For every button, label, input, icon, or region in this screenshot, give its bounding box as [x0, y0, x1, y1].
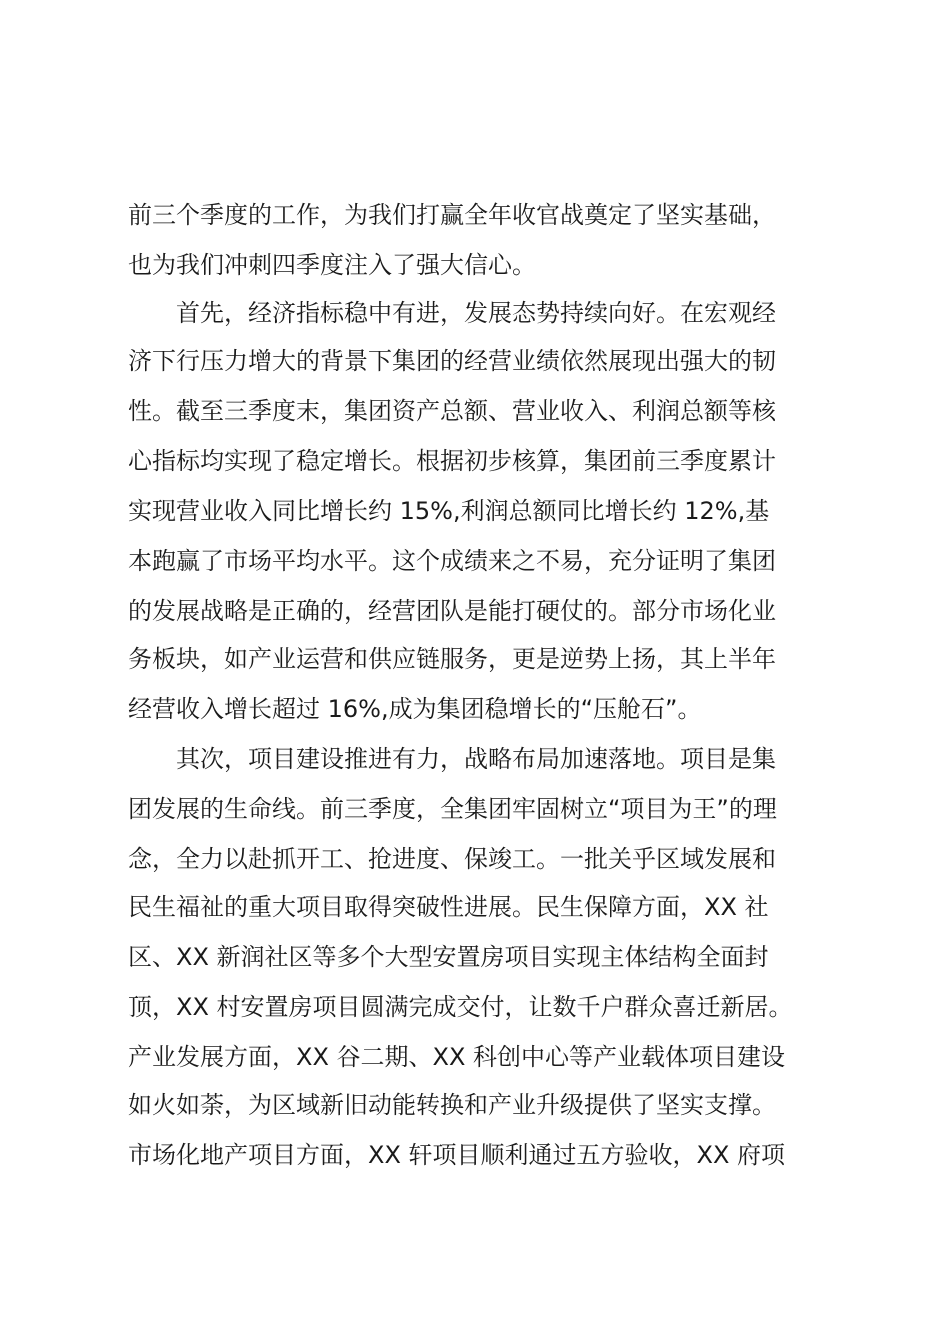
- text-line: 经营收入增长超过 16%,成为集团稳增长的“压舱石”。: [128, 695, 702, 723]
- text-line: 性。截至三季度末，集团资产总额、营业收入、利润总额等核: [128, 397, 776, 425]
- text-line: 本跑赢了市场平均水平。这个成绩来之不易，充分证明了集团: [128, 547, 776, 575]
- text-line: 务板块，如产业运营和供应链服务，更是逆势上扬，其上半年: [128, 645, 776, 673]
- text-line: 顶，XX 村安置房项目圆满完成交付，让数千户群众喜迁新居。: [128, 993, 793, 1021]
- text-line: 市场化地产项目方面，XX 轩项目顺利通过五方验收，XX 府项: [128, 1141, 786, 1169]
- text-line: 前三个季度的工作，为我们打赢全年收官战奠定了坚实基础，: [128, 201, 776, 229]
- paragraph-first-line: 首先，经济指标稳中有进，发展态势持续向好。在宏观经: [176, 299, 776, 327]
- text-line: 念，全力以赴抓开工、抢进度、保竣工。一批关乎区域发展和: [128, 845, 776, 873]
- paragraph-first-line: 其次，项目建设推进有力，战略布局加速落地。项目是集: [176, 745, 776, 773]
- text-line: 实现营业收入同比增长约 15%,利润总额同比增长约 12%,基: [128, 497, 770, 525]
- text-line: 产业发展方面，XX 谷二期、XX 科创中心等产业载体项目建设: [128, 1043, 786, 1071]
- text-line: 也为我们冲刺四季度注入了强大信心。: [128, 251, 536, 279]
- text-line: 区、XX 新润社区等多个大型安置房项目实现主体结构全面封: [128, 943, 769, 971]
- text-line: 济下行压力增大的背景下集团的经营业绩依然展现出强大的韧: [128, 347, 776, 375]
- text-line: 如火如荼，为区域新旧动能转换和产业升级提供了坚实支撑。: [128, 1091, 776, 1119]
- text-line: 心指标均实现了稳定增长。根据初步核算，集团前三季度累计: [128, 447, 776, 475]
- text-line: 民生福祉的重大项目取得突破性进展。民生保障方面，XX 社: [128, 893, 769, 921]
- text-line: 的发展战略是正确的，经营团队是能打硬仗的。部分市场化业: [128, 597, 776, 625]
- text-line: 团发展的生命线。前三季度，全集团牢固树立“项目为王”的理: [128, 795, 777, 823]
